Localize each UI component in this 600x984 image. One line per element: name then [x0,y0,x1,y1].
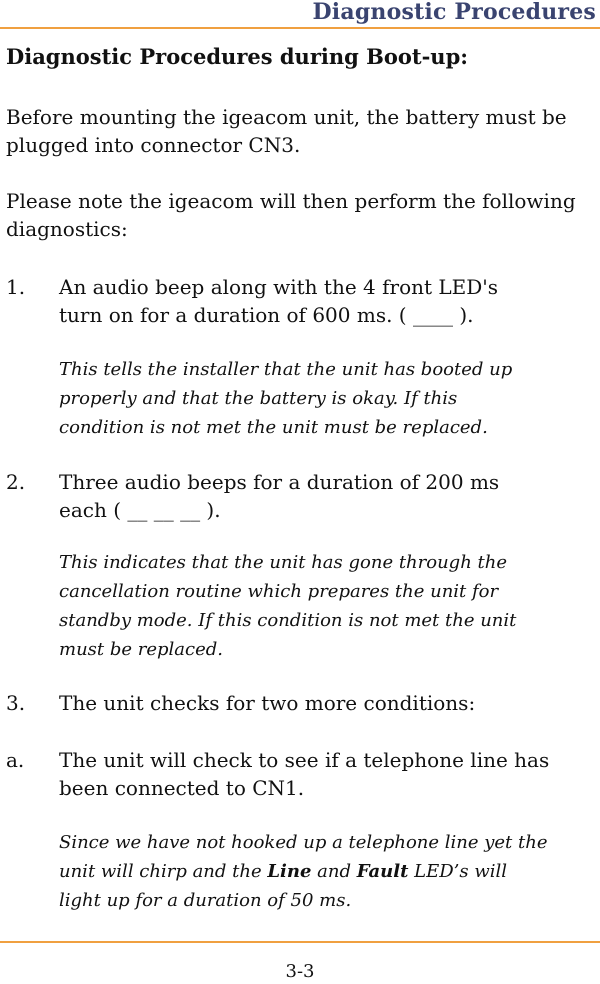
line-led-label: Line [267,861,312,882]
text-line: been connected to CN1. [59,776,305,800]
list-item-text [59,746,594,802]
note-text: and [311,861,357,882]
list-item-number: 2. [6,470,26,494]
text-line: Three audio beeps for a duration of 200 ms [59,470,500,494]
text-line: The unit checks for two more conditions: [59,691,476,715]
page-number: 3-3 [285,961,315,982]
list-item-number: a. [6,748,25,772]
text-line: An audio beep along with the 4 front LED's [59,275,499,299]
note-line: condition is not met the unit must be replaced. [59,417,488,438]
note-line: properly and that the battery is okay. If this [59,388,458,409]
intro-paragraph-2 [6,187,591,243]
note-text: LED’s will [408,861,508,882]
footer-rule [0,941,600,943]
note-line: cancellation routine which prepares the unit for [59,581,499,602]
intro-paragraph-1 [6,103,591,159]
list-item-text [59,468,594,524]
text-line: diagnostics: [6,217,128,241]
note-line [59,857,594,886]
note-line: standby mode. If this condition is not met the unit [59,610,517,631]
list-item-text [59,689,594,717]
text-line: Please note the igeacom will then perform the following [6,189,576,213]
note-line: This tells the installer that the unit has booted up [59,359,513,380]
note-line: Since we have not hooked up a telephone line yet the [59,832,548,853]
note-line: This indicates that the unit has gone through the [59,552,507,573]
list-item-note [59,828,594,915]
list-item-number: 1. [6,275,26,299]
list-item-note [59,355,594,442]
note-text: unit will chirp and the [59,861,268,882]
list-item-text [59,273,594,329]
text-line: each ( __ __ __ ). [59,498,221,522]
text-line: turn on for a duration of 600 ms. ( ____ ). [59,303,474,327]
note-line: must be replaced. [59,639,223,660]
section-heading: Diagnostic Procedures during Boot-up: [6,44,469,69]
text-line: The unit will check to see if a telephone line has [59,748,550,772]
list-item-note [59,548,594,664]
header-rule [0,27,600,29]
note-line: light up for a duration of 50 ms. [59,890,352,911]
text-line: plugged into connector CN3. [6,133,301,157]
text-line: Before mounting the igeacom unit, the battery must be [6,105,567,129]
fault-led-label: Fault [356,861,409,882]
list-item-number: 3. [6,691,26,715]
header-title: Diagnostic Procedures [312,0,596,25]
